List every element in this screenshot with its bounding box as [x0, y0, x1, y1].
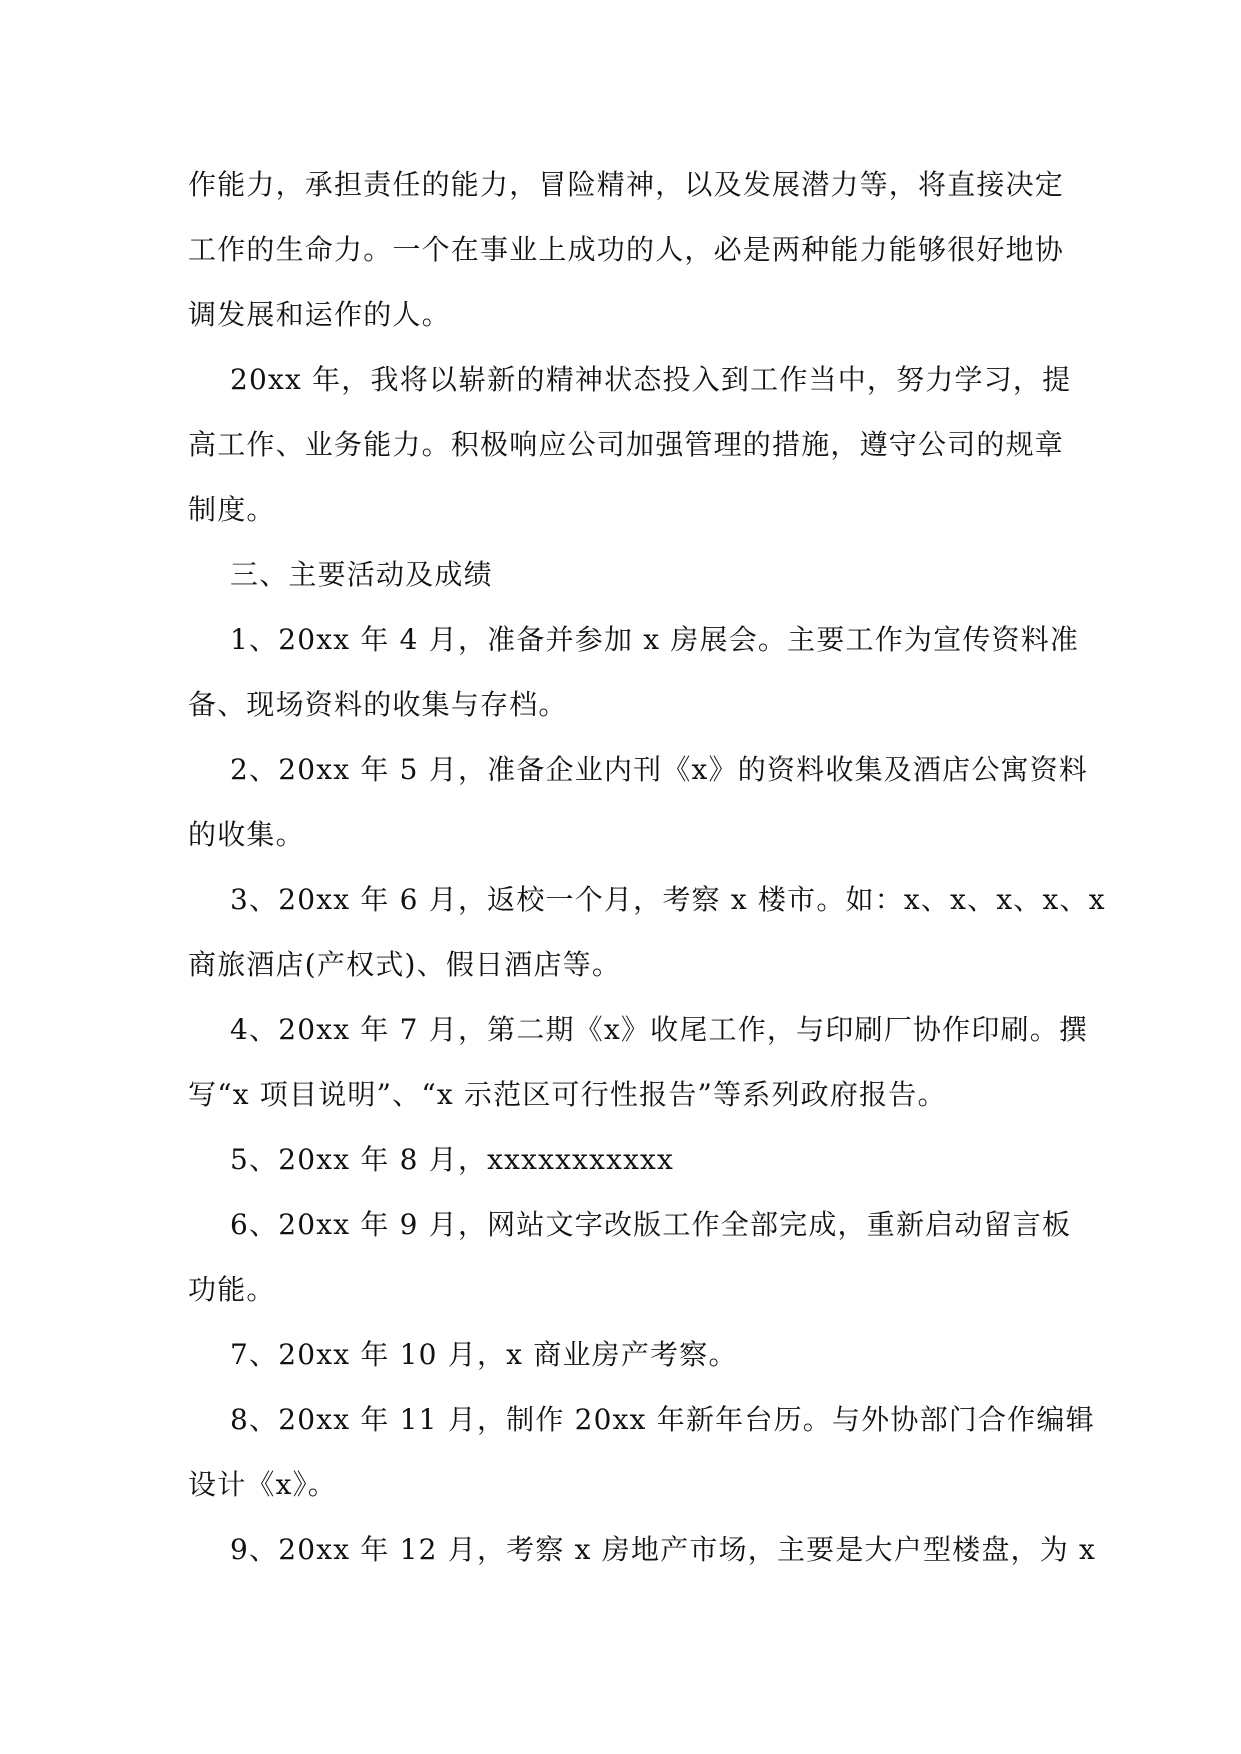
text-line: 作能力，承担责任的能力，冒险精神，以及发展潜力等，将直接决定 — [188, 168, 1065, 201]
list-item-line: 商旅酒店(产权式)、假日酒店等。 — [188, 948, 622, 981]
list-item-line: 备、现场资料的收集与存档。 — [188, 688, 568, 721]
list-item-line: 的收集。 — [188, 818, 305, 851]
section-heading: 三、主要活动及成绩 — [230, 558, 493, 591]
list-item-line: 设计《x》。 — [188, 1468, 337, 1501]
list-item-line: 4、20xx 年 7 月，第二期《x》收尾工作，与印刷厂协作印刷。撰 — [230, 1013, 1089, 1046]
text-line: 工作的生命力。一个在事业上成功的人，必是两种能力能够很好地协 — [188, 233, 1065, 266]
list-item-line: 3、20xx 年 6 月，返校一个月，考察 x 楼市。如：x、x、x、x、x — [230, 883, 1106, 916]
list-item-line: 2、20xx 年 5 月，准备企业内刊《x》的资料收集及酒店公寓资料 — [230, 753, 1089, 786]
text-line: 高工作、业务能力。积极响应公司加强管理的措施，遵守公司的规章 — [188, 428, 1065, 461]
list-item-line: 7、20xx 年 10 月，x 商业房产考察。 — [230, 1338, 738, 1371]
list-item-line: 9、20xx 年 12 月，考察 x 房地产市场，主要是大户型楼盘，为 x — [230, 1533, 1097, 1566]
list-item-line: 6、20xx 年 9 月，网站文字改版工作全部完成，重新启动留言板 — [230, 1208, 1072, 1241]
text-line: 调发展和运作的人。 — [188, 298, 451, 331]
list-item-line: 5、20xx 年 8 月，xxxxxxxxxxx — [230, 1143, 675, 1176]
list-item-line: 1、20xx 年 4 月，准备并参加 x 房展会。主要工作为宣传资料准 — [230, 623, 1080, 656]
list-item-line: 写“x 项目说明”、“x 示范区可行性报告”等系列政府报告。 — [188, 1078, 947, 1111]
list-item-line: 功能。 — [188, 1273, 276, 1306]
document-body — [188, 152, 1106, 1582]
text-line: 20xx 年，我将以崭新的精神状态投入到工作当中，努力学习，提 — [230, 363, 1072, 396]
text-line: 制度。 — [188, 493, 276, 526]
list-item-line: 8、20xx 年 11 月，制作 20xx 年新年台历。与外协部门合作编辑 — [230, 1403, 1095, 1436]
